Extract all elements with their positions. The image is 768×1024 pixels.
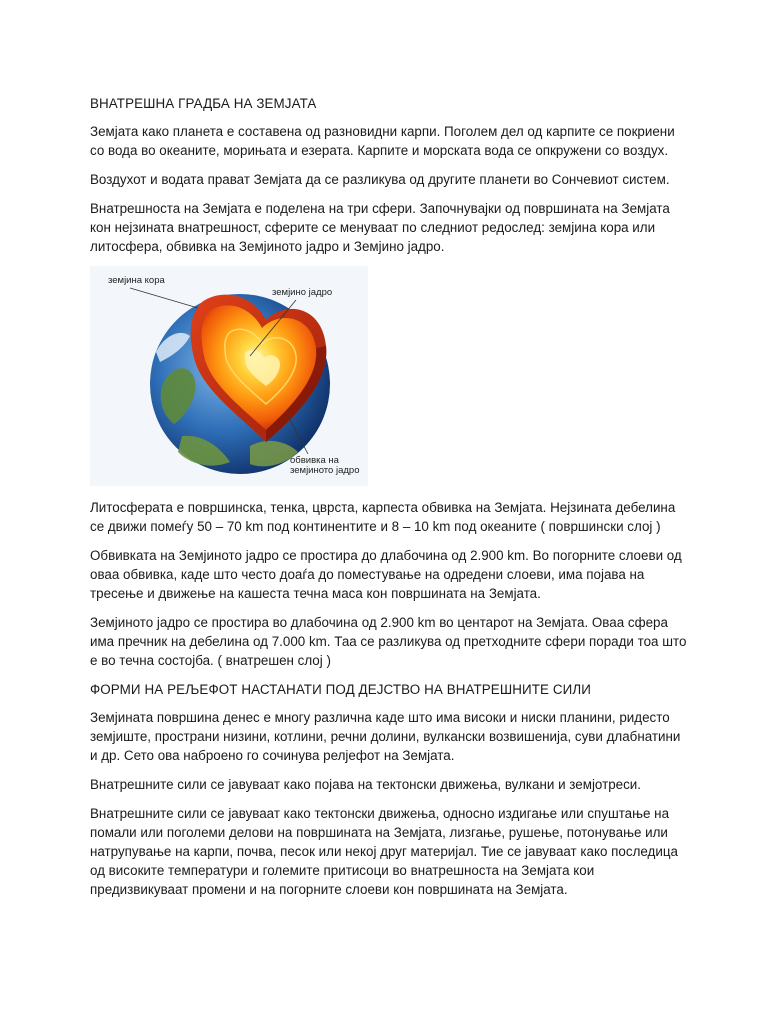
paragraph: Литосферата е површинска, тенка, цврста, карпеста обвивка на Земјата. Нејзината дебелина се движи помеѓу 50 – 70 km под континентите и 8 – 10 km под океаните ( површински слој ) — [90, 500, 676, 534]
earth-cutaway-illustration — [90, 266, 368, 486]
label-mantle-line2: земјиното јадро — [290, 465, 360, 476]
paragraph: Земјиното јадро се простира во длабочина од 2.900 km во центарот на Земјата. Оваа сфера има пречник на дебелина од 7.000 km. Таа се разликува од претходните сфери поради тоа што е во течна состојба. ( внатрешен слој ) — [90, 615, 687, 668]
paragraph: Внатрешните сили се јавуваат како тектонски движења, односно издигање или спуштање на помали или поголеми делови на површината на Земјата, лизгање, рушење, потонување или натрупување на карпи, почва, песок или некој друг материјал. Тие се јавуваат како последица од високите температури и големите притисоци во внатрешноста на Земјата кои предизвикуваат промени и на погорните слоеви кон површината на Земјата. — [90, 806, 678, 897]
earth-structure-figure — [90, 266, 368, 486]
label-core: земјино јадро — [272, 287, 333, 298]
paragraph: Земјината површина денес е многу различна каде што има високи и ниски планини, ридесто земјиште, пространи низини, котлини, речни долини, вулкански возвишенија, суви длабнатини и др. Сето ова наброено го сочинува релјефот на Земјата. — [90, 710, 681, 763]
document-title: ВНАТРЕШНА ГРАДБА НА ЗЕМЈАТА — [90, 96, 317, 111]
paragraph: Воздухот и водата прават Земјата да се разликува од другите планети во Сончевиот систем. — [90, 172, 670, 187]
label-mantle-line1: обвивка на — [290, 455, 339, 466]
paragraph: Обвивката на Земјиното јадро се простира до длабочина од 2.900 km. Во погорните слоеви од оваа обвивка, каде што често доаѓа до поместување на одредени слоеви, има појава на тресење и движење на кашеста течна маса кон површината на Земјата. — [90, 548, 682, 601]
section-title: ФОРМИ НА РЕЉЕФОТ НАСТАНАТИ ПОД ДЕЈСТВО НА ВНАТРЕШНИТЕ СИЛИ — [90, 682, 591, 697]
paragraph: Внатрешните сили се јавуваат како појава на тектонски движења, вулкани и земјотреси. — [90, 777, 641, 792]
label-crust: земјина кора — [108, 275, 165, 286]
paragraph: Внатрешноста на Земјата е поделена на три сфери. Започнувајки од површината на Земјата кон нејзината внатрешност, сферите се менуваат по следниот редослед: земјина кора или литосфера, обвивка на Земјиното јадро и Земјино јадро. — [90, 201, 670, 254]
paragraph: Земјата како планета е составена од разновидни карпи. Поголем дел од карпите се покриени со вода во океаните, морињата и езерата. Карпите и морската вода се опкружени со воздух. — [90, 124, 675, 158]
